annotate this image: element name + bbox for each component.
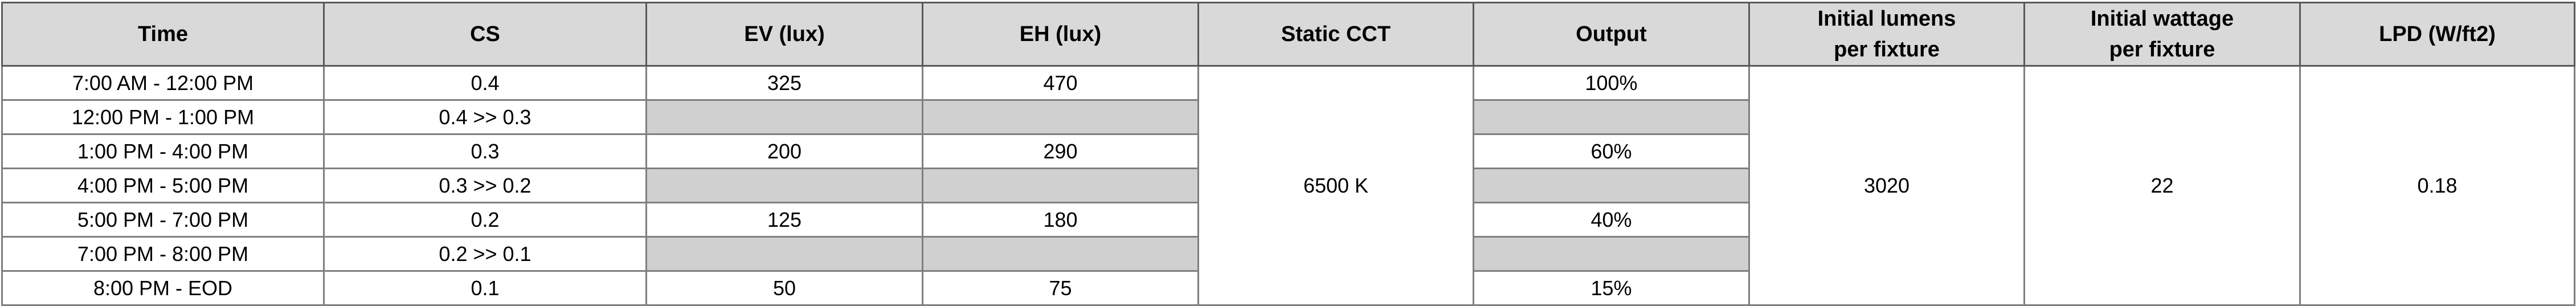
cell-eh: 290 bbox=[923, 134, 1199, 169]
cell-cs: 0.2 bbox=[324, 203, 647, 237]
cell-eh bbox=[923, 100, 1199, 134]
cell-eh bbox=[923, 237, 1199, 271]
cell-lpd: 0.18 bbox=[2300, 66, 2575, 305]
header-lpd: LPD (W/ft2) bbox=[2300, 3, 2575, 66]
header-static-cct: Static CCT bbox=[1199, 3, 1474, 66]
header-initial-lumens bbox=[1749, 3, 2025, 66]
cell-cs: 0.2 >> 0.1 bbox=[324, 237, 647, 271]
cell-output bbox=[1474, 100, 1749, 134]
cell-time: 8:00 PM - EOD bbox=[2, 271, 324, 305]
cell-output: 60% bbox=[1474, 134, 1749, 169]
cell-initial-lumens: 3020 bbox=[1749, 66, 2025, 305]
cell-output bbox=[1474, 237, 1749, 271]
header-initial-wattage-line2: per fixture bbox=[2109, 38, 2215, 62]
header-row bbox=[2, 3, 2575, 66]
cell-output bbox=[1474, 169, 1749, 203]
cell-output: 100% bbox=[1474, 66, 1749, 100]
cell-ev: 50 bbox=[647, 271, 923, 305]
cell-eh bbox=[923, 169, 1199, 203]
cell-ev: 200 bbox=[647, 134, 923, 169]
header-cs: CS bbox=[324, 3, 647, 66]
header-output: Output bbox=[1474, 3, 1749, 66]
cell-time: 12:00 PM - 1:00 PM bbox=[2, 100, 324, 134]
cell-eh: 180 bbox=[923, 203, 1199, 237]
table-row bbox=[2, 66, 2575, 100]
cell-time: 7:00 PM - 8:00 PM bbox=[2, 237, 324, 271]
cell-initial-wattage: 22 bbox=[2025, 66, 2300, 305]
header-initial-lumens-line2: per fixture bbox=[1834, 38, 1940, 62]
header-initial-wattage bbox=[2025, 3, 2300, 66]
cell-cs: 0.3 >> 0.2 bbox=[324, 169, 647, 203]
cell-ev bbox=[647, 169, 923, 203]
cell-cs: 0.3 bbox=[324, 134, 647, 169]
header-initial-wattage-line1: Initial wattage bbox=[2090, 7, 2234, 31]
cell-time: 4:00 PM - 5:00 PM bbox=[2, 169, 324, 203]
lighting-schedule-table bbox=[1, 2, 2575, 306]
cell-time: 5:00 PM - 7:00 PM bbox=[2, 203, 324, 237]
header-initial-lumens-line1: Initial lumens bbox=[1817, 7, 1956, 31]
cell-ev: 325 bbox=[647, 66, 923, 100]
cell-output: 40% bbox=[1474, 203, 1749, 237]
cell-ev bbox=[647, 237, 923, 271]
header-eh: EH (lux) bbox=[923, 3, 1199, 66]
cell-eh: 470 bbox=[923, 66, 1199, 100]
cell-cs: 0.1 bbox=[324, 271, 647, 305]
cell-time: 1:00 PM - 4:00 PM bbox=[2, 134, 324, 169]
cell-ev bbox=[647, 100, 923, 134]
cell-output: 15% bbox=[1474, 271, 1749, 305]
header-ev: EV (lux) bbox=[647, 3, 923, 66]
cell-ev: 125 bbox=[647, 203, 923, 237]
cell-cs: 0.4 >> 0.3 bbox=[324, 100, 647, 134]
cell-static-cct: 6500 K bbox=[1199, 66, 1474, 305]
cell-eh: 75 bbox=[923, 271, 1199, 305]
cell-time: 7:00 AM - 12:00 PM bbox=[2, 66, 324, 100]
header-time: Time bbox=[2, 3, 324, 66]
cell-cs: 0.4 bbox=[324, 66, 647, 100]
